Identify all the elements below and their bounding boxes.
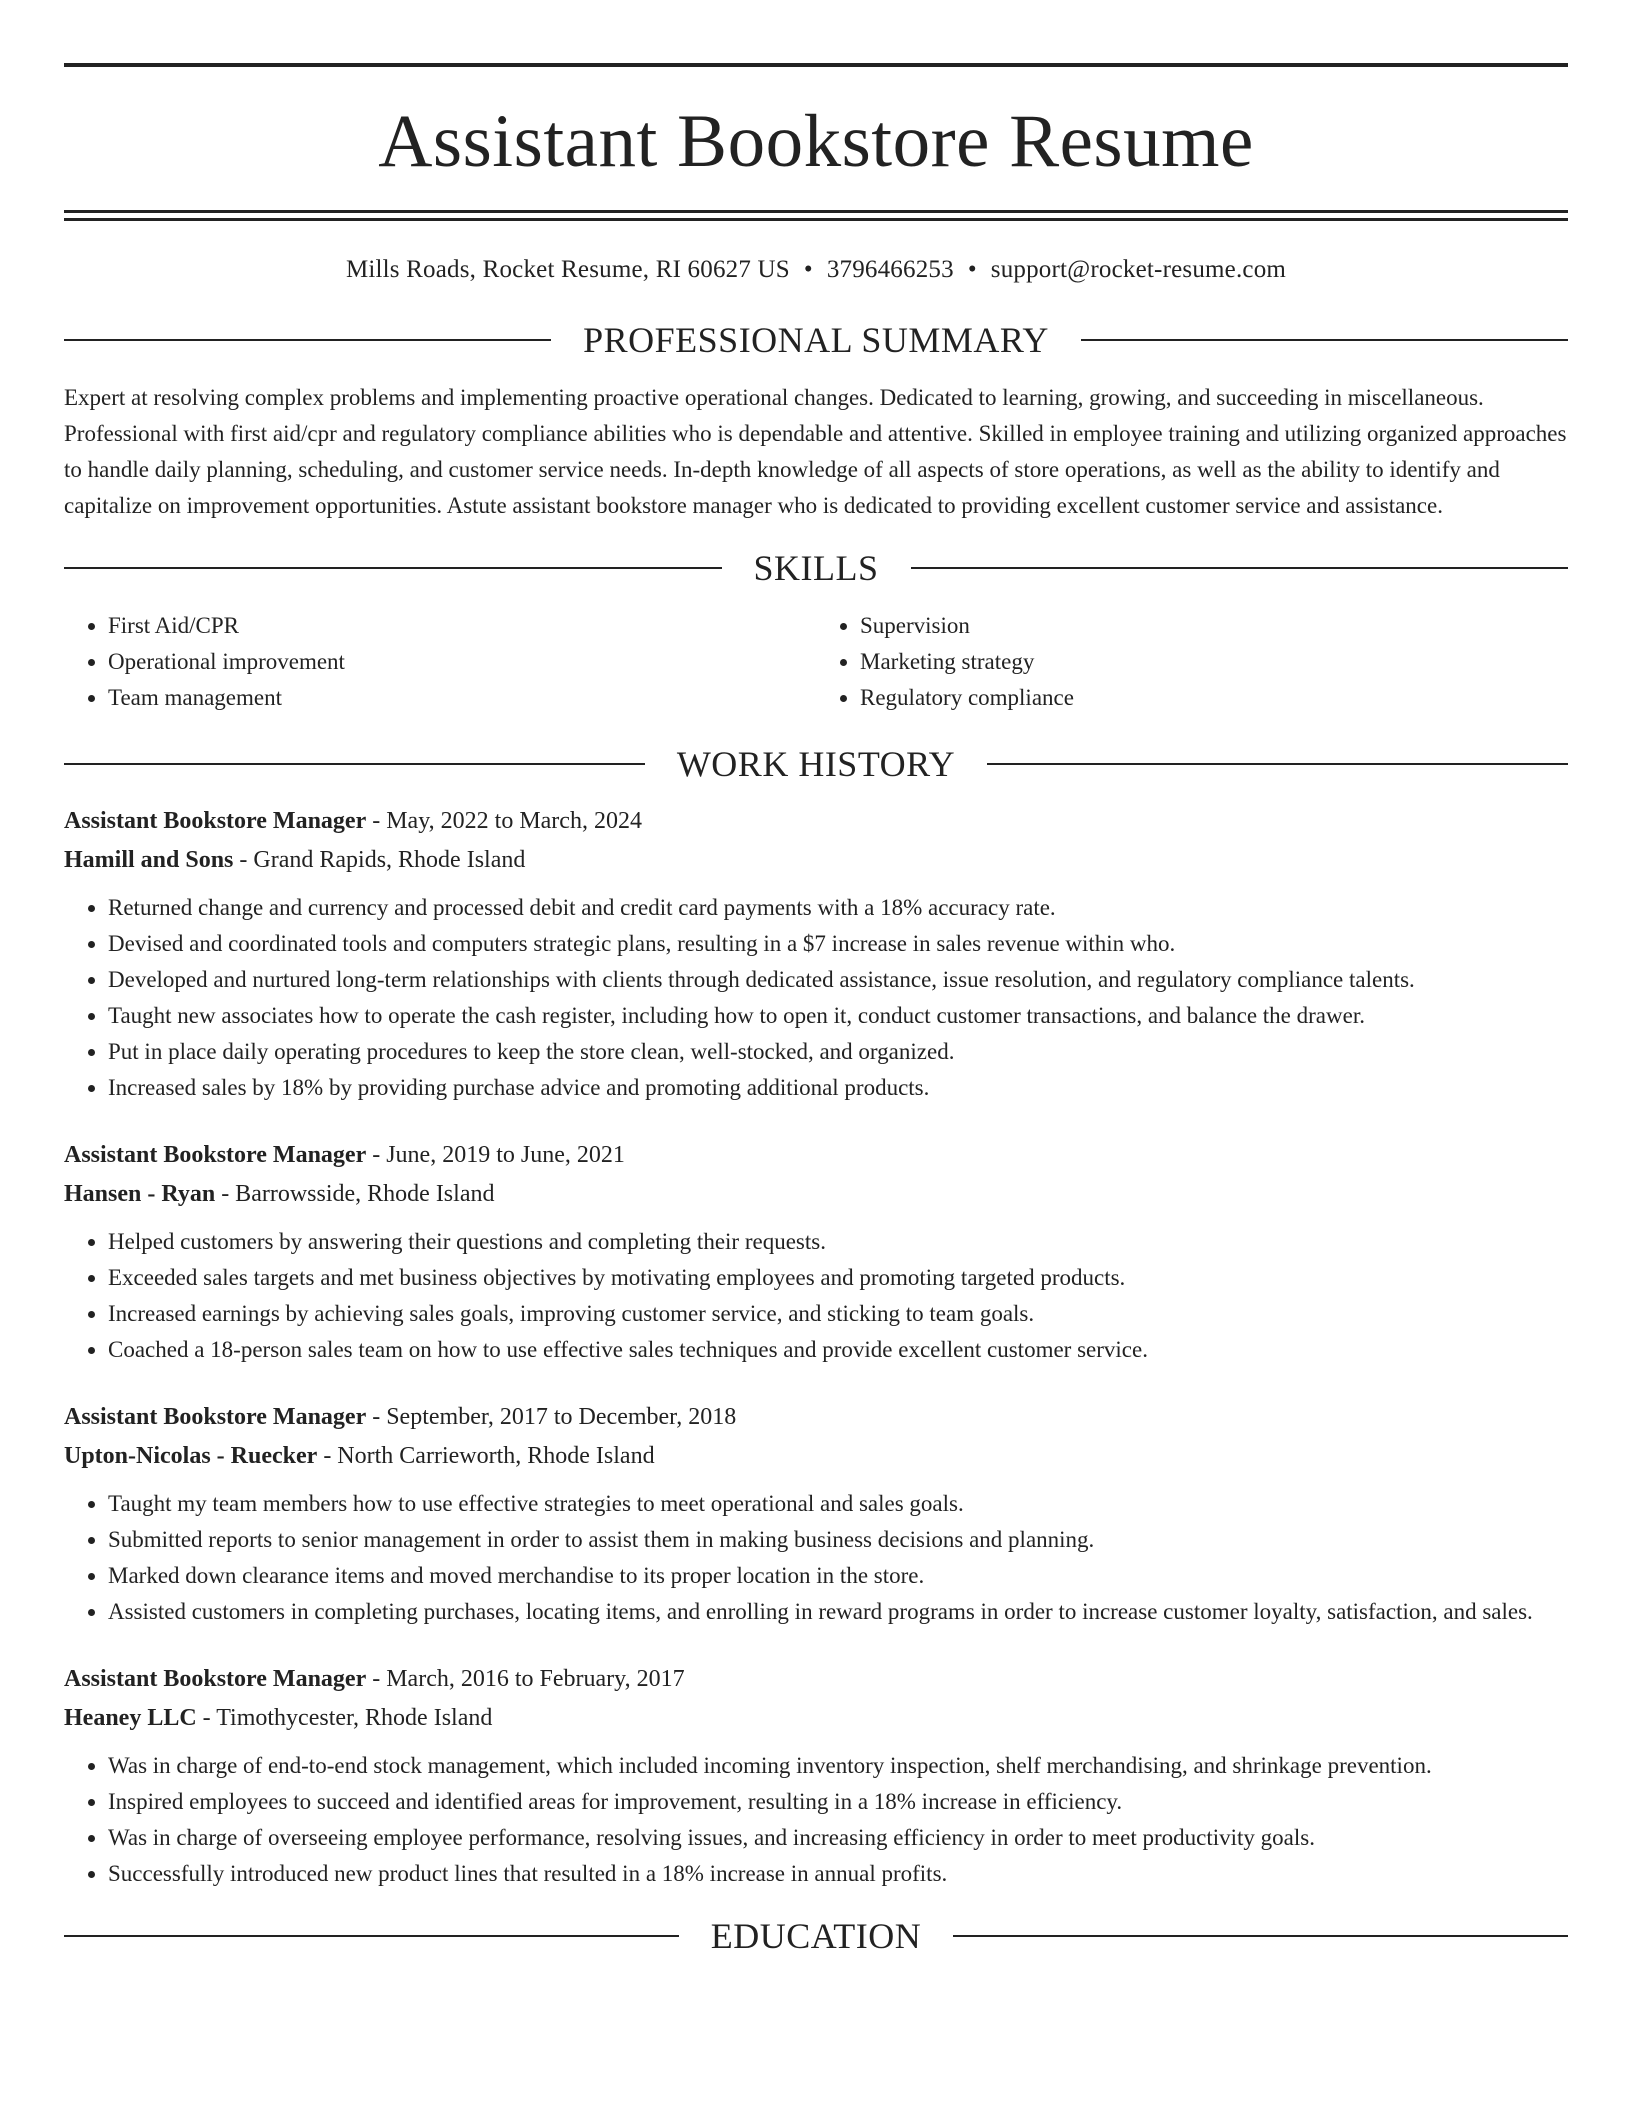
- job-entry: [64, 1398, 1568, 1630]
- heading-rule-left: [64, 339, 551, 341]
- skill-item: • Operational improvement: [108, 644, 816, 680]
- work-heading: WORK HISTORY: [676, 744, 956, 784]
- heading-rule-left: [64, 1935, 679, 1937]
- skill-item: • First Aid/CPR: [108, 608, 816, 644]
- job-bullets: [64, 1224, 1568, 1368]
- job-title-line: [64, 1398, 1568, 1437]
- contact-separator: •: [803, 256, 813, 283]
- skills-column-right: [816, 608, 1568, 716]
- job-entry: [64, 1136, 1568, 1368]
- heading-rule-left: [64, 567, 722, 569]
- job-company-line: [64, 1699, 1568, 1738]
- job-bullet: • Was in charge of end-to-end stock management, which included incoming inventory inspection, shelf merchandising, and shrinkage prevention.: [108, 1748, 1568, 1784]
- job-entry: [64, 802, 1568, 1106]
- job-company: Hansen - Ryan: [64, 1181, 216, 1207]
- contact-separator: •: [967, 256, 977, 283]
- job-bullet: • Assisted customers in completing purchases, locating items, and enrolling in reward programs in order to increase customer loyalty, satisfaction, and sales.: [108, 1594, 1568, 1630]
- job-bullet: • Returned change and currency and processed debit and credit card payments with a 18% accuracy rate.: [108, 890, 1568, 926]
- job-dates: - September, 2017 to December, 2018: [366, 1404, 737, 1430]
- job-bullet: • Developed and nurtured long-term relationships with clients through dedicated assistance, issue resolution, and regulatory compliance talents.: [108, 962, 1568, 998]
- heading-rule-right: [987, 763, 1568, 765]
- summary-heading: PROFESSIONAL SUMMARY: [583, 320, 1049, 360]
- section-heading-skills: [64, 550, 1568, 586]
- top-rule: [64, 63, 1568, 67]
- job-bullet: • Submitted reports to senior management in order to assist them in making business decisions and planning.: [108, 1522, 1568, 1558]
- job-entry: [64, 1660, 1568, 1892]
- section-heading-summary: [64, 322, 1568, 358]
- skill-item: • Marketing strategy: [860, 644, 1568, 680]
- job-bullets: [64, 1748, 1568, 1892]
- title-double-rule: [64, 210, 1568, 221]
- heading-rule-right: [953, 1935, 1568, 1937]
- job-dates: - June, 2019 to June, 2021: [366, 1142, 625, 1168]
- job-title: Assistant Bookstore Manager: [64, 808, 367, 834]
- job-bullet: • Marked down clearance items and moved merchandise to its proper location in the store.: [108, 1558, 1568, 1594]
- job-bullet: • Increased earnings by achieving sales goals, improving customer service, and sticking to team goals.: [108, 1296, 1568, 1332]
- heading-rule-right: [911, 567, 1569, 569]
- job-title-line: [64, 1136, 1568, 1175]
- job-location: - Barrowsside, Rhode Island: [215, 1181, 495, 1207]
- education-heading: EDUCATION: [710, 1916, 922, 1956]
- job-bullet: • Taught my team members how to use effective strategies to meet operational and sales goals.: [108, 1486, 1568, 1522]
- job-title-line: [64, 802, 1568, 841]
- page-title: Assistant Bookstore Resume: [378, 100, 1254, 183]
- job-location: - Grand Rapids, Rhode Island: [233, 847, 526, 873]
- job-location: - Timothycester, Rhode Island: [196, 1705, 493, 1731]
- job-dates: - May, 2022 to March, 2024: [366, 808, 642, 834]
- job-title: Assistant Bookstore Manager: [64, 1142, 367, 1168]
- contact-line: [64, 257, 1568, 282]
- skill-item: • Regulatory compliance: [860, 680, 1568, 716]
- job-bullet: • Devised and coordinated tools and computers strategic plans, resulting in a $7 increase in sales revenue within who.: [108, 926, 1568, 962]
- contact-email: support@rocket-resume.com: [990, 256, 1287, 283]
- skills-list: [64, 608, 1568, 716]
- section-heading-education: [64, 1918, 1568, 1954]
- skill-item: • Team management: [108, 680, 816, 716]
- job-location: - North Carrieworth, Rhode Island: [317, 1443, 655, 1469]
- contact-phone: 3796466253: [826, 256, 954, 283]
- job-bullet: • Exceeded sales targets and met business objectives by motivating employees and promoting targeted products.: [108, 1260, 1568, 1296]
- job-bullets: [64, 890, 1568, 1106]
- job-title: Assistant Bookstore Manager: [64, 1666, 367, 1692]
- job-bullet: • Successfully introduced new product lines that resulted in a 18% increase in annual profits.: [108, 1856, 1568, 1892]
- heading-rule-left: [64, 763, 645, 765]
- job-company-line: [64, 1175, 1568, 1214]
- job-bullet: • Inspired employees to succeed and identified areas for improvement, resulting in a 18% increase in efficiency.: [108, 1784, 1568, 1820]
- job-bullet: • Put in place daily operating procedures to keep the store clean, well-stocked, and organized.: [108, 1034, 1568, 1070]
- job-company-line: [64, 1437, 1568, 1476]
- job-title: Assistant Bookstore Manager: [64, 1404, 367, 1430]
- skills-column-left: [64, 608, 816, 716]
- section-heading-work: [64, 746, 1568, 782]
- job-bullet: • Increased sales by 18% by providing purchase advice and promoting additional products.: [108, 1070, 1568, 1106]
- job-company: Upton-Nicolas - Ruecker: [64, 1443, 318, 1469]
- job-company: Hamill and Sons: [64, 847, 234, 873]
- contact-address: Mills Roads, Rocket Resume, RI 60627 US: [345, 256, 790, 283]
- skills-heading: SKILLS: [753, 548, 879, 588]
- job-title-line: [64, 1660, 1568, 1699]
- job-bullet: • Was in charge of overseeing employee performance, resolving issues, and increasing efficiency in order to meet productivity goals.: [108, 1820, 1568, 1856]
- job-dates: - March, 2016 to February, 2017: [366, 1666, 685, 1692]
- job-company: Heaney LLC: [64, 1705, 197, 1731]
- heading-rule-right: [1081, 339, 1568, 341]
- job-bullet: • Taught new associates how to operate the cash register, including how to open it, conduct customer transactions, and balance the drawer.: [108, 998, 1568, 1034]
- job-bullet: • Helped customers by answering their questions and completing their requests.: [108, 1224, 1568, 1260]
- skill-item: • Supervision: [860, 608, 1568, 644]
- summary-text: Expert at resolving complex problems and implementing proactive operational changes. Dedicated to learning, growing, and succeeding in miscellaneous. Professional with first aid/cpr and regulatory compliance abilities who is dependable and attentive. Skilled in employee training and utilizing organized approaches to handle daily planning, scheduling, and customer service needs. In-depth knowledge of all aspects of store operations, as well as the ability to identify and capitalize on improvement opportunities. Astute assistant bookstore manager who is dedicated to providing excellent customer service and assistance.: [64, 385, 1567, 518]
- job-bullets: [64, 1486, 1568, 1630]
- job-company-line: [64, 841, 1568, 880]
- job-bullet: • Coached a 18-person sales team on how to use effective sales techniques and provide excellent customer service.: [108, 1332, 1568, 1368]
